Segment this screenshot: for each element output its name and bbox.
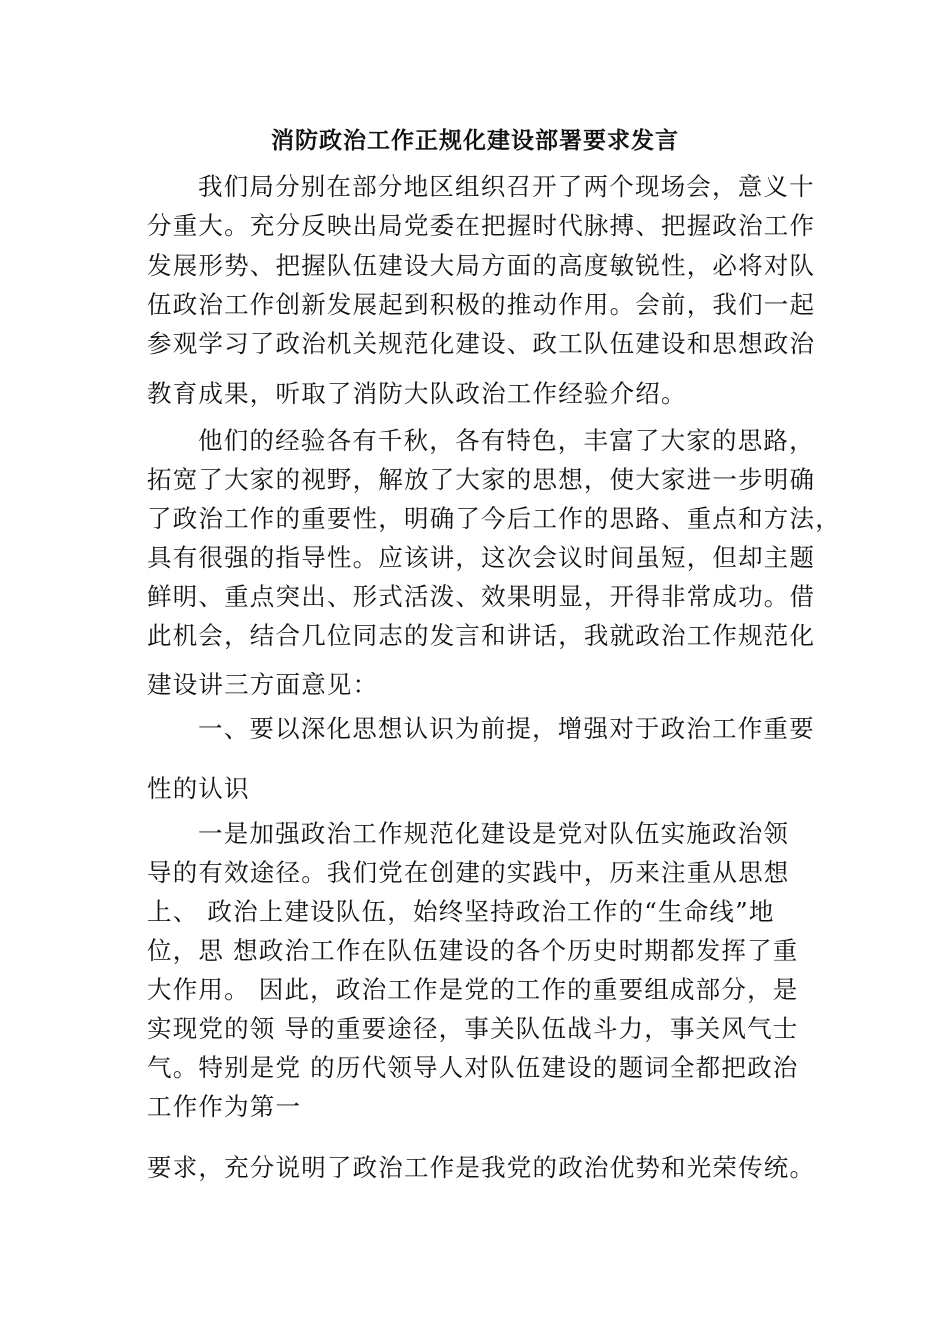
text-line: 他们的经验各有千秋，各有特色，丰富了大家的思路， [198,426,815,455]
text-line: 伍政治工作创新发展起到积极的推动作用。会前，我们一起 [147,290,816,319]
text-line: 了政治工作的重要性，明确了今后工作的思路、重点和方法， [147,504,841,533]
text-line: 大作用。 因此，政治工作是党的工作的重要组成部分，是 [147,975,799,1004]
text-line: 实现党的领 导的重要途径，事关队伍战斗力，事关风气士 [147,1014,799,1043]
text-line: 位，思 想政治工作在队伍建设的各个历史时期都发挥了重 [147,936,799,965]
document-title: 消防政治工作正规化建设部署要求发言 [271,127,679,154]
text-line: 工作作为第一 [147,1092,302,1121]
section-heading-cont: 性的认识 [147,774,250,803]
section-heading: 一、要以深化思想认识为前提，增强对于政治工作重要 [198,714,815,743]
text-line: 此机会，结合几位同志的发言和讲话，我就政治工作规范化 [147,621,816,650]
text-line: 我们局分别在部分地区组织召开了两个现场会，意义十 [198,172,815,201]
text-line: 鲜明、重点突出、形式活泼、效果明显，开得非常成功。借 [147,582,816,611]
text-line: 拓宽了大家的视野，解放了大家的思想，使大家进一步明确 [147,465,816,494]
text-line: 分重大。充分反映出局党委在把握时代脉搏、把握政治工作 [147,211,816,240]
text-line: 教育成果，听取了消防大队政治工作经验介绍。 [147,379,687,408]
text-line: 发展形势、把握队伍建设大局方面的高度敏锐性，必将对队 [147,251,816,280]
text-line: 一是加强政治工作规范化建设是党对队伍实施政治领 [198,819,790,848]
text-line: 建设讲三方面意见： [147,670,379,699]
text-line: 具有很强的指导性。应该讲，这次会议时间虽短，但却主题 [147,543,816,572]
text-line: 导的有效途径。我们党在创建的实践中，历来注重从思想 [147,858,790,887]
text-line: 要求，充分说明了政治工作是我党的政治优势和光荣传统。 [147,1153,816,1182]
text-line: 气。特别是党 的历代领导人对队伍建设的题词全都把政治 [147,1053,799,1082]
text-line: 上、 政治上建设队伍，始终坚持政治工作的“生命线”地 [147,897,775,926]
text-line: 参观学习了政治机关规范化建设、政工队伍建设和思想政治 [147,329,816,358]
